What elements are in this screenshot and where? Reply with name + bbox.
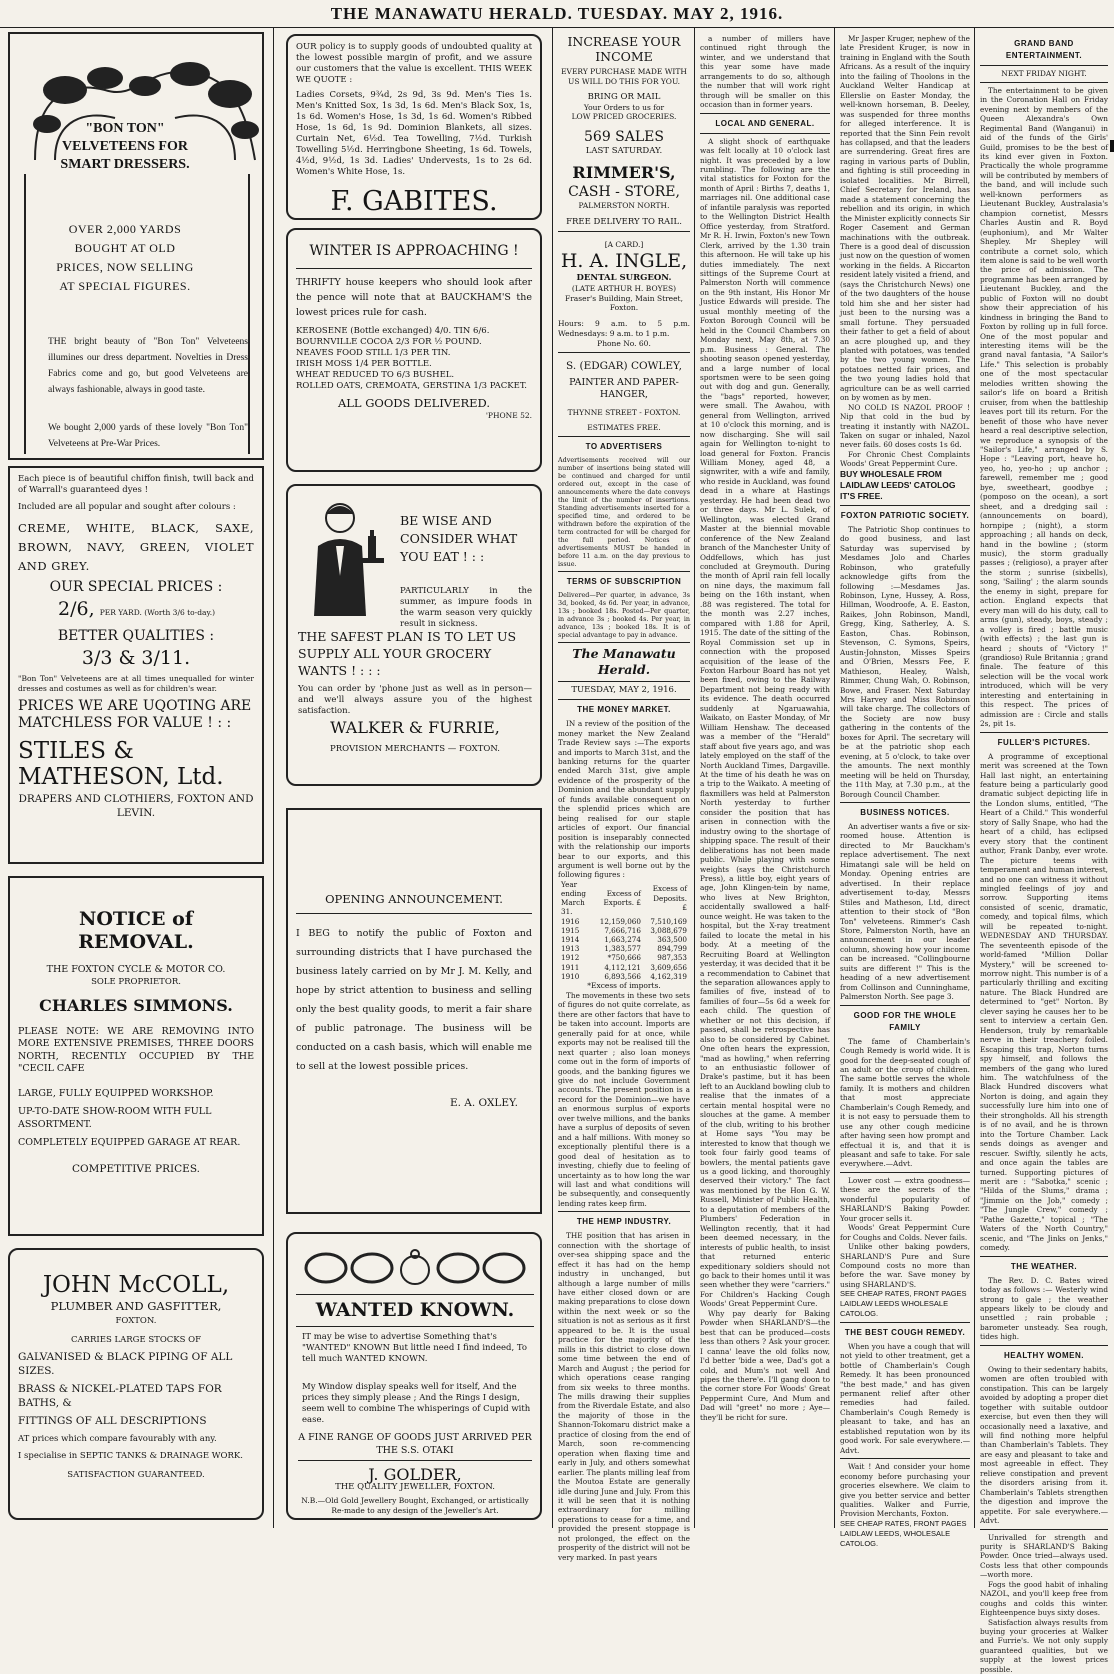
removal-workshop: LARGE, FULLY EQUIPPED WORKSHOP.	[18, 1087, 214, 1099]
table-header-year: Year ending March 31.	[561, 879, 587, 917]
winter-title: WINTER IS APPROACHING !	[296, 236, 532, 269]
column-5	[840, 34, 970, 1548]
lower-cost-notice: Lower cost — extra goodness—these are the secrets of the wonderful popularity of SHARLAND'S Baking Powder. Your grocer sells it.	[840, 1175, 970, 1223]
rimmer-every: EVERY PURCHASE MADE WITH US WILL DO THIS FOR YOU.	[561, 67, 687, 86]
table-header-exports: Excess of Exports. £	[603, 889, 641, 908]
velveteens-ad	[8, 32, 264, 460]
golder-range: A FINE RANGE OF GOODS JUST ARRIVED PER THE S.S. OTAKI	[298, 1432, 532, 1456]
wait-notice: Wait ! And consider your home economy before purchasing your groceries elsewhere. We claim to give you better service and better qualities. Walker and Furrie, Provision Merchants, Foxton.	[840, 1462, 970, 1519]
satisfaction-notice: Satisfaction always results from buying your groceries at Walker and Furrie's. We not only supply guaranteed qualities, but we supply at the lowest prices possible.	[980, 1617, 1108, 1674]
table-row: 1915 7,666,716 3,088,679	[561, 925, 687, 935]
column-3	[558, 34, 690, 1562]
column-rule-5	[974, 28, 975, 1528]
chronic-notice: For Chronic Chest Complaints Woods' Great Peppermint Cure.	[840, 449, 970, 469]
business-head: BUSINESS NOTICES.	[860, 807, 950, 817]
rimmer-cash: CASH - STORE,	[568, 184, 680, 201]
waiter-illustration-icon	[296, 496, 392, 622]
golder-nb: N.B.—Old Gold Jewellery Bought, Exchanged, or artistically Re-made to any design of the Jeweller's Art.	[301, 1496, 529, 1515]
oxley-ad	[286, 808, 542, 1214]
stiles-sub: DRAPERS AND CLOTHIERS, FOXTON AND LEVIN.	[18, 792, 254, 819]
healthy-body: Owing to their sedentary habits, women are often troubled with constipation. This can be largely avoided by adopting a proper diet together with suitable outdoor exercise, but even then they will occasionally need a laxative, and will find nothing more helpful than Chamberlain's Tablets. They are easy and pleasant to take and most agreeable in effect. They relieve constipation and prevent the disorders arising from it. Chamberlain's Tablets strengthen the digestion and improve the appetite. For sale everywhere.—Advt.	[980, 1364, 1109, 1526]
masthead: THE MANAWATU HERALD. TUESDAY. MAY 2, 1916.	[330, 4, 784, 23]
golder-ad	[286, 1232, 542, 1520]
fuller-head: FULLER'S PICTURES.	[997, 737, 1091, 747]
column-6	[980, 34, 1109, 1674]
laidlaw-notice-2: SEE CHEAP RATES, FRONT PAGES LAIDLAW LEEDS WHOLESALE CATOLOG.	[840, 1289, 967, 1318]
velveteens-body: THE bright beauty of "Bon Ton" Velveteens illumines our dress department. Novelties in Dress Fabrics come and go, but good Velveteens are always fashionable, always in good taste.	[48, 337, 248, 395]
kruger-body: Mr Jasper Kruger, nephew of the late President Kruger, is now in training in England with the South Africans. As a result of the inquiry into the failing of Thoolons in the Auckland Welter Handicap at Ellerslie on Easter Monday, the well-known horseman, B. Deeley, was suspended for three months for alleged interference. It is reported that the Sinn Fein revolt has collapsed, and that the leaders are surrendering. Great fires are raging in various parts of Dublin, and fighting is still proceeding in isolated localities. Mr Birrell, Chief Secretary for Ireland, has made a statement concerning the rebellion and its origin, in which the Minister explicitly connects Sir Roger Casement and German machinations with the outbreak. There is a good deal of discussion just now on the question of women working in the fields. A Riccarton resident lately visited a friend, and (says the Christchurch News) one of the two daughters of the house told him she and her sister had just been to the nursing was a small fortune. They persuaded their father to get a field of about an acre ploughed up, and they planted with potatoes, was tended by the two young women. The potatoes netted fair prices, and the two young ladies hold that agriculture can be as well carried on by women as by men.	[840, 34, 970, 403]
winter-neaves: NEAVES FOOD STILL 1/3 PER TIN.	[296, 348, 451, 358]
hemp-head: THE HEMP INDUSTRY.	[576, 1217, 672, 1227]
laidlaw-notice-1: BUY WHOLESALE FROM LAIDLAW LEEDS' CATOLOG IT'S FREE.	[840, 468, 956, 501]
mccoll-trade: PLUMBER AND GASFITTER,	[50, 1299, 222, 1313]
oxley-name: E. A. OXLEY.	[449, 1097, 518, 1109]
money-head: THE MONEY MARKET.	[577, 705, 671, 715]
removal-ad	[8, 876, 264, 1236]
column-rule-1	[273, 28, 274, 1528]
rimmer-orders: Your Orders to us for	[583, 102, 665, 112]
gabites-name: F. GABITES.	[330, 186, 498, 217]
mccoll-taps: BRASS & NICKEL-PLATED TAPS FOR BATHS, &	[18, 1383, 222, 1409]
golder-name: J. GOLDER,	[298, 1460, 532, 1485]
grand-sub: NEXT FRIDAY NIGHT.	[1001, 69, 1087, 78]
grand-body: The entertainment to be given in the Coronation Hall on Friday evening next by members of the Queen Alexandra's Own Regimental Band (Wanganui) in aid of the funds of the Girls' Guild, promises to be the best of its kind ever given in Foxton. Practically the whole programme will be contributed by members of the band, and will include such well-known performers as Lieutenant Buckley, Australasia's champion cornetist, Messrs Charles Austin and R. Boyd (euphonium), and Mr Walter Shepley. Mr Shepley will contribute a cornet solo, which item alone is said to be well worth the price of admission. The programme has been arranged by Lieutenant Buckley, and the public of Foxton will no doubt show their appreciation of his kindness in bringing the Band to Foxton by rolling up in full force. One of the most popular and interesting items will be the grand naval fantasia, "A Sailor's Life." This selection is probably one of the most spectacular melodies written showing the sailor's life on board a British cruiser, from when the battleship leaves port till its return. For the benefit of those who have never heard a real descriptive selection, we reproduce a synopsis of the "Sailor's Life," arranged by S. Hope : "Leaving port, heave ho, yeo, ho, yeo-ho ; up anchor ; farewell, remember me ; good bye, sweetheart, goodbye ; (pomposo on the ocean), a sort sheet, and a dredging sail : (announcements on board), hornpipe ; (night), a storm approaching ; all hands on deck, hand in the bowline ; (storm music), the storm gradually passes ; (religioso), a prayer after the storm ; sunrise (sixbells), song, 'Sailing' ; the alarm sounds the enemy in sight, prepare for action. England expects that every man will do his duty, call to arms (gun), steady, boys, steady ; a volley is fired ; battle music (with effects) ; the last gun is heard ; shouts of "Victory !" (grandioso) Rule Britannia ; grand finale. The feature of this selection will be the vocal work introduced, which will be very interesting and entertaining in this respect. The prices of admission are : Circle and stalls 2s, pit 1s.	[980, 85, 1108, 729]
removal-prices: COMPETITIVE PRICES.	[72, 1162, 200, 1175]
table-row: 1912 *750,666 987,353	[561, 953, 687, 963]
weather-body: The Rev. D. C. Bates wired today as follows :— Westerly wind strong to gale ; the weather appears likely to be cloudy and unsettled ; rain probable ; barometer unsteady. Sea rough, tides high.	[980, 1275, 1108, 1342]
mccoll-ad	[8, 1248, 264, 1520]
column-rule-3	[694, 28, 695, 1528]
patriotic-body: The Patriotic Shop continues to do good business, and last Saturday was supervised by Mesdames Jolo and Charles Robinson, who gratefully acknowledge gifts from the following :—Mesdames Jas. Robinson, Lyne, Hussey, A. Ross, Hillman, Woodroofe, A. E. Easton, Raikes, John Robinson, Mandl, Gregg, King, Satherley, A. S. Easton, Chas. Robinson, Stevenson, C. Symons, Speirs, Austin-Johnston, Misses Speirs and O'Brien, Messrs Fee, F. Mathieson, Healey, Walsh, Rimmer, Chung Wah, O. Robinson, Bowe, and Fraser. Next Saturday Mrs Harvey and Miss Robinson will take charge. The collectors of the Society are now busy gathering in the contents of the boxes for April. The secretary will be at the patriotic shop each evening, at 5 o'clock, to take over the amounts. The next monthly meeting will be held on Thursday, the 11th May, at 7.30 p.m., at the Borough Council Chamber.	[840, 524, 970, 799]
stiles-special: OUR SPECIAL PRICES :	[49, 579, 223, 595]
mccoll-satisfaction: SATISFACTION GUARANTEED.	[67, 1470, 205, 1480]
ingle-hours: Hours: 9 a.m. to 5 p.m. Wednesdays: 9 a.m. to 1 p.m.	[558, 319, 690, 338]
ingle-late: (LATE ARTHUR H. BOYES)	[571, 283, 677, 293]
fuller-body: A programme of exceptional merit was screened at the Town Hall last night, an entertaining feature being a particularly good dramatic subject depicting life in the London slums, entitled, "The Heart of a Child." This wonderful story of Sally Snape, who had the heart of a child, has eclipsed every story that the continent author, Frank Danby, ever wrote. The picture teems with temperament and human interest, and no one can witness it without mingled feelings of joy and sorrow. Supporting items consisted of scenic, dramatic, comedy, and topical films, which will be repeated to-night. WEDNESDAY AND THURSDAY. The seventeenth episode of the world-famed "Million Dollar Mystery," will be screened to-morrow night. This number is of a particularly thrilling and exciting nature. The Black Hundred are determined to "get" Norton. By clever saying he causes her to be sent to interview a certain Gen. Henderson, truly by remarkable nerve in their treachery foiled. Escaping this trap, Norton turns spy himself, and follows the members of the gang who lured him. The watchfulness of the Black Hundred discovers what Norton is doing, and again they successfully lure him into one of their strongholds. All his strength is of no avail, and he is thrown into the Torture Chamber. Lack sends doings as avenger and rescuer. Swiftly, silently he acts, and once again the tables are turned. Supporting pictures of merit are : "Sabotka," scenic ; "Hilda of the Slums," drama ; "Jimmie on the Job," comedy ; "The Jungle Crew," comedy ; "Pathe Gazette," topical ; "The Waters of the North Country," scenic, and "The Jinks on Jenks," comedy.	[980, 751, 1108, 1253]
removal-note: PLEASE NOTE: WE ARE REMOVING INTO MORE EXTENSIVE PREMISES, THREE DOORS NORTH, RECENTLY OCCUPIED BY THE "CECIL CAFE	[18, 1025, 254, 1074]
winter-cocoa: BOURNVILLE COCOA 2/3 FOR ½ POUND.	[296, 337, 482, 347]
rimmer-sales: 569 SALES	[584, 129, 664, 146]
rimmer-town: PALMERSTON NORTH.	[578, 201, 670, 211]
winter-wheat: WHEAT REDUCED TO 6/3 BUSHEL.	[296, 370, 455, 380]
gabites-ad	[286, 34, 542, 220]
walker-sub: PROVISION MERCHANTS — FOXTON.	[330, 744, 500, 754]
rimmer-saturday: LAST SATURDAY.	[585, 146, 663, 157]
table-row: 1914 1,663,274 363,500	[561, 935, 687, 945]
removal-prop: SOLE PROPRIETOR.	[91, 976, 181, 987]
velveteens-title: "BON TON" VELVETEENS FOR SMART DRESSERS.	[60, 121, 190, 172]
bauckham-ad	[286, 228, 542, 472]
rimmer-name: RIMMER'S,	[572, 163, 676, 183]
mccoll-fittings: FITTINGS OF ALL DESCRIPTIONS	[18, 1415, 207, 1427]
hemp-body: THE position that has arisen in connection with the shortage of over-sea shipping space and the effect it has had on the hemp industry in unchanged, but although a large number of mills have either closed down or are making preparations to close down within the next week or so the situation is not as serious as it first appeared to be. It is the usual practice for the majority of the mills in this district to close down some time between the end of March and August ; the period for which operations cease ranging from six weeks to three months. The mills drawing their supplies from the Riverdale Estate, and also the majority of those in the Shannon-Tokomaru district make a practice of closing from the end of March, soon re-commencing operation when flaxing time and early in July, and others somewhat earlier. The plants milling leaf from the Moutoa Estate are generally idle during June and July. From this it will be seen that it is nothing extraordinary for milling operations to cease for a time, and provided the present stoppage is not prolonged, the effect on the prosperity of the district will not be very marked. In past years	[558, 1231, 690, 1562]
stiles-matheson-ad	[8, 466, 264, 864]
ingle-title: DENTAL SURGEON.	[576, 272, 672, 283]
table-row: 1910 6,893,566 4,162,319	[561, 971, 687, 981]
good-body: The fame of Chamberlain's Cough Remedy is world wide. It is good for the deep-seated cough of an adult or the croup of children. The same bottle serves the whole family. It is mothers and children that most appreciate Chamberlain's Cough Remedy, and it is not easy to persuade them to use any other cough medicine after having seen how prompt and effectual it is, and that it is pleasant and safe to take. For sale everywhere.—Advt.	[840, 1036, 970, 1169]
ingle-card: [A CARD.]	[604, 239, 644, 249]
column-4	[700, 34, 830, 1524]
hemp-continued: a number of millers have continued right through the winter, and we understand that this year some have made arrangements to do so, although the number that will work right through will be smaller on this occasion than in former years.	[700, 34, 830, 110]
advertisers-head: TO ADVERTISERS	[585, 442, 663, 452]
table-note: *Excess of imports.	[587, 981, 661, 991]
winter-delivered: ALL GOODS DELIVERED.	[337, 396, 491, 410]
best-body: When you have a cough that will not yield to other treatment, get a bottle of Chamberlain's Cough Remedy. It has been pronounced "the best made," and has given permanent relief after other remedies had failed. Chamberlain's Cough Remedy is pleasant to take, and has an established reputation won by its good work. For sale everywhere.—Advt.	[840, 1341, 970, 1455]
stiles-price-2: 3/3 & 3/11.	[81, 647, 191, 669]
unrivalled-notice: Unrivalled for strength and purity is SHARLAND'S Baking Powder. Once tried—always used. Costs less that other compounds—worth more.	[980, 1532, 1108, 1580]
business-body: An advertiser wants a five or six-roomed house. Attention is directed to Mr Bauckham's replace advertisement. The next Himatangi sale will be held on Monday. Opening entries are advertised. In their replace advertisement to-day, Messrs Stiles and Matheson, Ltd, direct attention to their stock of "Bon Ton" velveteens. Rimmer's Cash Store, Palmerston North, have an announcement in our leader column, showing how your income can be increased. "Collingbourne suits are different !" This is the heading of a new advertisement from Collinson and Cunninghame, Palmerston North. See page 3.	[840, 821, 970, 1002]
rimmer-delivery: FREE DELIVERY TO RAIL.	[566, 216, 682, 227]
winter-kerosene: KEROSENE (Bottle exchanged) 4/0. TIN 6/6.	[296, 326, 490, 336]
stiles-price-1: 2/6,	[58, 598, 95, 620]
subscription-head: TERMS OF SUBSCRIPTION	[566, 577, 682, 587]
masthead-rule	[0, 27, 1114, 28]
removal-company: THE FOXTON CYCLE & MOTOR CO.	[46, 964, 226, 975]
golder-verse-1: IT may be wise to advertise Something that's "WANTED" KNOWN But little need I find indeed, To tell much WANTED KNOWN.	[302, 1332, 527, 1364]
stiles-colours: CREME, WHITE, BLACK, SAXE, BROWN, NAVY, GREEN, VIOLET AND GREY.	[18, 521, 254, 573]
table-row: 1911 4,112,121 3,609,656	[561, 962, 687, 972]
oxley-title: OPENING ANNOUNCEMENT.	[296, 892, 532, 914]
unlike-notice: Unlike other baking powders, SHARLAND'S Pure and Sure Compound costs no more than before the war. Save money by using SHARLAND'S.	[840, 1242, 970, 1289]
rimmer-bring: BRING OR MAIL	[587, 91, 661, 102]
table-row: 1916 12,159,060 7,510,169	[561, 916, 687, 926]
grand-head: GRAND BAND ENTERTAINMENT.	[1005, 39, 1083, 60]
ingle-phone: Phone No. 60.	[597, 338, 651, 348]
vine-left	[24, 174, 26, 454]
walker-safest: THE SAFEST PLAN IS TO LET US SUPPLY ALL YOUR GROCERY WANTS ! : : :	[298, 629, 517, 678]
stiles-intro: Each piece is of beautiful chiffon finish, twill back and of Warrall's guaranteed dyes !	[18, 474, 254, 495]
stiles-better: BETTER QUALITIES :	[57, 628, 215, 644]
money-body-2: The movements in these two sets of figures do not quite correlate, as there are other factors that have to be taken into account. Imports are generally paid for at once, while exports may not be realised till the next quarter ; also loan moneys come out in the form of imports of goods, and the banking figures we give do not include Government accounts. The present position is a record for the Dominion—we have an enormous surplus of exports over twelve millions, and the banks have a surplus of deposits of seven and a half millions. With money so exceptionally plentiful there is a good deal of hesitation as to investing, chiefly due to feeling of uncertainty as to how long the war will last and what conditions will be subsequently, and consequently lending rates keep firm.	[558, 990, 690, 1208]
cowley-trade: PAINTER AND PAPER-HANGER,	[569, 376, 679, 401]
removal-name: CHARLES SIMMONS.	[39, 995, 233, 1015]
herald-date: TUESDAY, MAY 2, 1916.	[571, 685, 677, 696]
cowley-estimates: ESTIMATES FREE.	[587, 423, 661, 433]
fogs-notice: Fogs the good habit of inhaling NAZOL, and you'll keep free from coughs and colds this winter. Eighteenpence buys sixty doses.	[980, 1579, 1108, 1618]
weather-head: THE WEATHER.	[1010, 1261, 1078, 1271]
cowley-name: S. (EDGAR) COWLEY,	[566, 359, 682, 372]
subscription-body: Delivered—Per quarter, in advance, 3s 3d, booked, 4s 6d. Per year, in advance, 13s ; booked 18s. Posted—Per quarter, in advance 3s ; booked 4s. Per year, in advance, 13s ; booked 18s. It is of special advantage to pay in advance.	[558, 591, 690, 640]
ingle-name: H. A. INGLE,	[560, 249, 688, 272]
stiles-claim: PRICES WE ARE UQOTING ARE MATCHLESS FOR VALUE ! : :	[18, 697, 252, 731]
velveteens-purchase: We bought 2,000 yards of these lovely "Bon Ton" Velveteens at Pre-War Prices.	[48, 423, 248, 449]
herald-name: The Manawatu Herald.	[572, 646, 676, 678]
winter-oats: ROLLED OATS, CREMOATA, GERSTINA 1/3 PACKET.	[296, 381, 527, 391]
walker-particularly: PARTICULARLY in the summer, as impure foods in the warm season very quickly result in sickness.	[400, 586, 532, 629]
stiles-price-1-note: PER YARD. (Worth 3/6 to-day.)	[99, 608, 216, 617]
mccoll-prices: AT prices which compare favourably with any.	[18, 1434, 217, 1444]
table-header-deposits: Excess of Deposits. £	[652, 884, 687, 912]
woods-notice: Woods' Great Peppermint Cure for Coughs and Colds. Never fails.	[840, 1223, 970, 1242]
golder-sub: THE QUALITY JEWELLER, FOXTON.	[335, 1482, 495, 1492]
winter-body: THRIFTY house keepers who should look after the pence will note that at BAUCKHAM'S the lowest prices rule for cash.	[296, 277, 532, 318]
column-rule-2	[552, 28, 553, 1528]
jewellery-illustration-icon	[298, 1242, 532, 1292]
laidlaw-notice-3: SEE CHEAP RATES, FRONT PAGES LAIDLAW LEEDS, WHOLESALE CATOLOG.	[840, 1518, 967, 1548]
walker-order: You can order by 'phone just as well as in person—and we'll always assure you of the highest satisfaction.	[298, 684, 532, 716]
scrollbar-thumb[interactable]	[1110, 140, 1114, 152]
stiles-included: Included are all popular and sought after colours :	[18, 502, 236, 512]
winter-phone: 'PHONE 52.	[485, 411, 532, 420]
walker-name: WALKER & FURRIE,	[330, 718, 500, 737]
ingle-address: Fraser's Building, Main Street, Foxton.	[565, 293, 683, 313]
table-row: 1913 1,383,577 894,799	[561, 944, 687, 954]
stiles-name: STILES & MATHESON, Ltd.	[18, 737, 224, 790]
mccoll-name: JOHN McCOLL,	[42, 1272, 230, 1298]
local-tail: Why pay dearly for Baking Powder when SHARLAND'S—the best that can be produced—costs less than others ? Ask your grocer. I canna' leave the old folks now, I'd better 'bide a wee, Dad's got a cold, and Mum's not well And pipes the there'e. I'll gang doon to the corner store For Woods' Great Peppermint Cure, And Mum and Dad will "greet" no more ; Aye—they'll be richt for sure.	[700, 1308, 830, 1422]
exports-table	[558, 880, 690, 981]
velveteens-offer: OVER 2,000 YARDS BOUGHT AT OLD PRICES, NOW SELLING AT SPECIAL FIGURES.	[56, 222, 194, 293]
golder-title: WANTED KNOWN.	[296, 1294, 534, 1327]
walker-furrie-ad	[286, 484, 542, 786]
healthy-head: HEALTHY WOMEN.	[1003, 1350, 1085, 1360]
local-head: LOCAL AND GENERAL.	[715, 118, 815, 128]
removal-garage: COMPLETELY EQUIPPED GARAGE AT REAR.	[18, 1137, 241, 1148]
cowley-address: THYNNE STREET - FOXTON.	[567, 407, 681, 417]
mccoll-carries: CARRIES LARGE STOCKS OF	[70, 1335, 202, 1345]
patriotic-head: FOXTON PATRIOTIC SOCIETY.	[840, 510, 970, 520]
rimmer-increase: INCREASE YOUR INCOME	[567, 34, 681, 64]
good-head: GOOD FOR THE WHOLE FAMILY	[853, 1010, 957, 1032]
removal-showroom: UP-TO-DATE SHOW-ROOM WITH FULL ASSORTMENT.	[18, 1106, 212, 1130]
mccoll-town: FOXTON.	[115, 1316, 157, 1326]
removal-title: NOTICE of REMOVAL.	[78, 908, 194, 953]
rimmer-groceries: LOW PRICED GROCERIES.	[571, 112, 677, 122]
golder-verse-2: My Window display speaks well for itself, And the prices they simply please ; And the Rings I design, seem well to combine The whisperings of Cupid with ease.	[302, 1382, 531, 1425]
mccoll-septic: I specialise in SEPTIC TANKS & DRAINAGE WORK.	[18, 1451, 243, 1461]
vine-right	[248, 174, 250, 454]
money-body: IN a review of the position of the money market the New Zealand Trade Review says :—The exports and imports to March 31st, and the banking returns for the quarter ended March 31st, give ample evidence of the prosperity of the Dominion and the abundant supply of funds available consequent on the splendid prices which are being realised for our staple articles of export. Our financial position is inseparably connected with the relationship our imports bear to our exports, and this argument is well borne out by the following figures :	[558, 719, 690, 880]
local-body: A slight shock of earthquake was felt locally at 10 o'clock last night. It was preceded by a low rumbling. The following are the vital statistics for Foxton for the month of April : Births 7, deaths 1, marriages nil. One additional case of infantile paralysis was reported to the Wellington District Health Office yesterday, from Stratford. Mr R. H. Irwin, Foxton's new Town Clerk, arrived by the 1.30 train this afternoon. He will take up his duties immediately. The next sittings of the Supreme Court at Palmerston North will commence on the 9th instant, His Honor Mr Justice Edwards will preside. The usual monthly meeting of the Foxton Borough Council will be held in the Council Chambers on Monday next, May 8th, at 7.30 p.m. Business : General. The shooting season opened yesterday, and a large number of local sportsmen were to be seen going out with dog and gun. Generally, the "bags" reported, however, were small. The Awahou, with general from Wellington, arrived at 10 o'clock this morning, and is now discharging. She will sail again for Wellington to-night to load general for Foxton. Francis William Money, aged 48, a signwriter, with a wife and family, who reside in Auckland, was found dead in a whare at Hastings yesterday. He had been dead two or three days. Mr L. Sulek, of Wellington, was elected Grand Master at the biennial movable conference of the New Zealand branch of the Manchester Unity of Oddfellows, which has just concluded at Greymouth. During the month of April rain fell locally on nine days, the maximum fall being on the 16th instant, when .88 was registered. The total for the month was 2.27 inches, compared with 1.88 for April, 1915. The date of the sitting of the Royal Commission set up in connection with the proposed acquisition of the lease of the Foxton Harbour Board has not yet been fixed, owing to the Railway Department not being ready with its evidence. The death occurred suddenly at Ngaruawahia, Waikato, on Easter Monday, of Mr William Henshaw. The deceased was a member of the "Herald" staff about five years ago, and was lately employed on the staff of the North Auckland Times, Dargaville. At the time of his death he was on a trip to the Waikato. A meeting of flaxmillers was held at Palmerston North yesterday to further consider the position that has arisen in connection with the industry owing to the shortage of shipping space. The result of their deliberations has not been made public. While playing with some weights (says the Christchurch Press), a little boy, eight years of age, John Klingen-tein by name, who lives at New Brighton, accidentally swallowed a half-ounce weight. He was taken to the hospital, but the X-ray treatment failed to locate the metal in his body. At a meeting of the Recruiting Board at Wellington yesterday, it was decided that it be a recommendation to Cabinet that the separation allowances apply to families of five, instead of to families of four—5s 6d a week for each child. The question of whether or not this decision, if passed, shall be retrospective has also to be considered by Cabinet. One often hears the expression, "mad as howling," when referring to an enthusiastic follower of Drake's pastime, but it has been left to an Auckland bowling club to realise that the inmates of a certain mental hospital were no slouches at the game. A member of the club, writing to his brother at Home says "You may be interested to know that though we took four fairly good teams of bowlers, the mental patients gave us a good licking, and thoroughly deserved their victory." The fact was mentioned by the Hon G. W. Russell, Minister of Public Health, to a deputation of members of the Plumbers' Federation in Wellington recently, that it had been deemed necessary, in the interests of public health, to insist that returned enteric expeditionary soldiers should not go back to their homes until it was seen whether they were "carriers." For Children's Hacking Cough Woods' Great Peppermint Cure.	[700, 136, 830, 1309]
gabites-policy: OUR policy is to supply goods of undoubted quality at the lowest possible margin of profit, and we assure our customers that the value is excellent. THIS WEEK WE QUOTE :	[296, 42, 532, 85]
best-head: THE BEST COUGH REMEDY.	[844, 1327, 966, 1337]
winter-irish-moss: IRISH MOSS 1/4 PER BOTTLE.	[296, 359, 432, 369]
column-rule-4	[834, 28, 835, 1528]
nazol-notice: NO COLD IS NAZOL PROOF ! Nip that cold in the bud by treating it instantly with NAZOL. Taken on sugar or inhaled, Nazol never fails. 60 doses costs 1s 6d.	[840, 402, 970, 450]
mccoll-piping: GALVANISED & BLACK PIPING OF ALL SIZES.	[18, 1351, 233, 1377]
oxley-body: I BEG to notify the public of Foxton and surrounding districts that I have purchased the business lately carried on by Mr J. M. Kelly, and hope by strict attention to business and selling only the best quality goods, to merit a fair share of public patronage. The business will be conducted on a cash basis, which will enable me to sell at the lowest possible prices.	[296, 928, 532, 1072]
advertisers-body: Advertisements received will our number of insertions being stated will be continued and charged for until ordered out, except in the case of announcements where the date conveys the limit of the number of insertions. Standing advertisements inserted for a specified time, and ordered to be withdrawn before the expiration of the term contracted for will be charged for the full period. Notices of advertisements MUST be handed in before 11 a.m. on the day previous to issue.	[558, 456, 690, 569]
walker-head: BE WISE AND CONSIDER WHAT YOU EAT ! : :	[400, 513, 518, 564]
stiles-note: "Bon Ton" Velveteens are at all times unequalled for winter dresses and costumes as well as for children's wear.	[18, 674, 254, 693]
gabites-list: Ladies Corsets, 9¾d, 2s 9d, 3s 9d. Men's Ties 1s. Men's Knitted Sox, 1s 3d, 1s 6d. Men's Black Sox, 1s, 1s 6d. Women's Hose, 1s 3d, 1s 6d. Women's Ribbed Hose, 1s 6d, 1s 9d. Dominion Blankets, all sizes. Curtain Net, 6½d. Tea Towelling, 7½d. Turkish Towelling 5½d. Herringbone Sheeting, 1s 6d. Towels, 4½d, 9½d, 1s 3d. Ladies' Undervests, 1s to 2s 6d. Women's White Hose, 1s.	[296, 90, 532, 177]
